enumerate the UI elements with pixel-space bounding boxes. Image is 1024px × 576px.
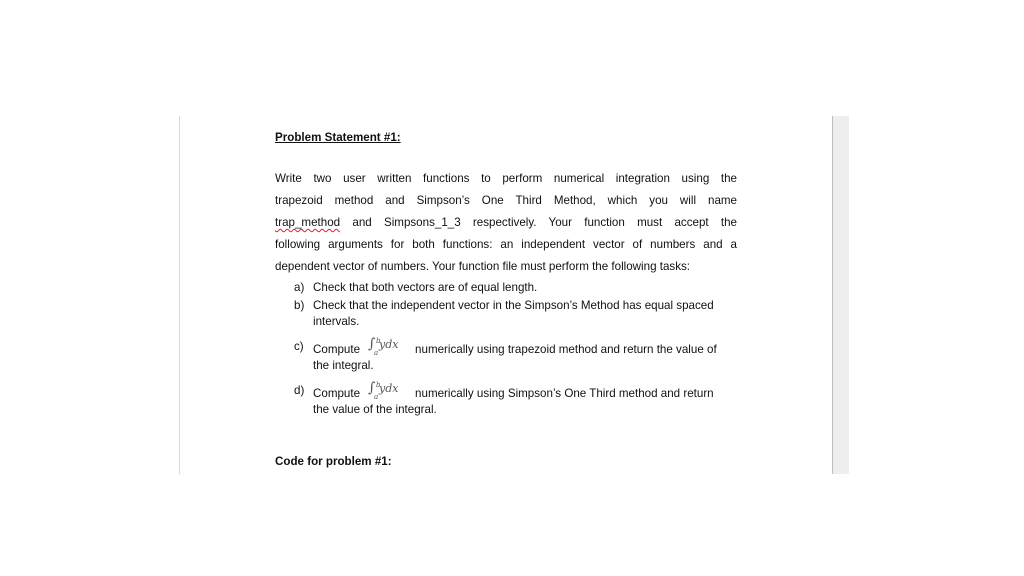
list-marker: d) <box>294 383 305 397</box>
paragraph-line-2: trapezoid method and Simpson’s One Third Method, which you will name <box>275 194 737 207</box>
document-page <box>179 116 833 474</box>
problem-paragraph <box>275 168 737 278</box>
integral-upper-bound: b <box>376 380 381 389</box>
list-item <box>294 379 724 419</box>
list-item-prefix: Compute <box>313 386 361 400</box>
paragraph-line-4: following arguments for both functions: an independent vector of numbers and a <box>275 238 737 251</box>
list-item <box>294 335 724 375</box>
list-item <box>294 298 724 331</box>
list-item-text: Check that the independent vector in the Simpson’s Method has equal spaced intervals. <box>313 298 714 328</box>
integral-equation <box>368 335 412 357</box>
integral-lower-bound: a <box>374 392 379 401</box>
list-item <box>294 280 724 297</box>
list-marker: c) <box>294 339 304 353</box>
list-item-prefix: Compute <box>313 342 361 356</box>
list-item-text: numerically using Simpson’s One Third method and return the value of the integral. <box>313 386 714 416</box>
paragraph-line-3-text: and Simpsons_1_3 respectively. Your function must accept the <box>352 216 737 229</box>
page-shadow <box>832 116 849 474</box>
list-marker: a) <box>294 281 305 294</box>
task-list <box>294 280 724 419</box>
paragraph-line-5: dependent vector of numbers. Your function file must perform the following tasks: <box>275 260 691 273</box>
paragraph-line-1: Write two user written functions to perform numerical integration using the <box>275 172 737 185</box>
integral-integrand: ydx <box>379 381 399 395</box>
integral-sign: ∫ <box>368 379 376 396</box>
integral-sign: ∫ <box>368 335 376 352</box>
integral-lower-bound: a <box>374 348 379 357</box>
spellcheck-flagged-word[interactable]: trap_method <box>275 216 341 229</box>
integral-integrand: ydx <box>379 337 399 351</box>
list-marker: b) <box>294 298 305 312</box>
list-item-text: numerically using trapezoid method and return the value of the integral. <box>313 342 717 372</box>
problem-heading: Problem Statement #1: <box>275 131 401 144</box>
integral-equation <box>368 379 412 401</box>
integral-upper-bound: b <box>376 336 381 345</box>
code-heading: Code for problem #1: <box>275 455 392 468</box>
list-item-text: Check that both vectors are of equal length. <box>313 281 538 294</box>
paragraph-line-3 <box>275 212 737 234</box>
